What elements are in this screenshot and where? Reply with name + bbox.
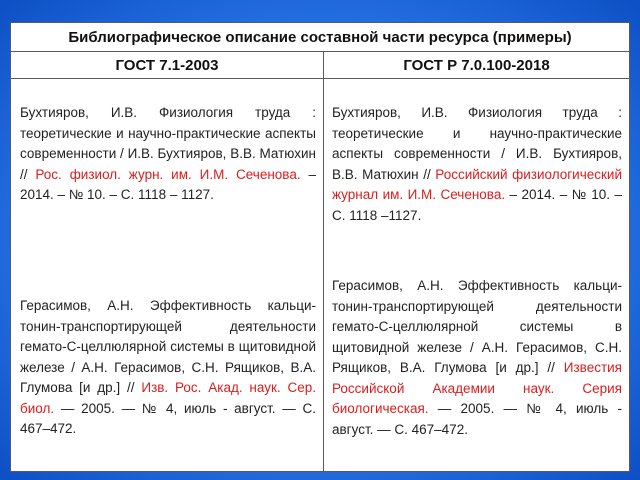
column-header-gost-2003: ГОСТ 7.1-2003	[11, 52, 323, 79]
entry-text: Герасимов, А.Н. Эффективность кальци-тонин-транспортирующей деятельности гемато-С-целлюлярной системы в щитовидной железе / А.Н. Герасимов, С.Н. Рящиков, В.А. Глумова [и др.] //	[20, 298, 316, 395]
source-title: Рос. физиол. журн. им. И.М. Сеченова.	[35, 166, 301, 182]
table-title: Библиографическое описание составной части ресурса (примеры)	[11, 23, 629, 52]
entry-left-1	[20, 103, 316, 206]
entry-text: — 2005. — № 4, июль - август. — С. 467–472.	[20, 400, 316, 436]
entry-left-2	[20, 296, 316, 440]
entry-text: – 2014. – № 10. – С. 1118 – 1127.	[20, 166, 316, 202]
source-title: Известия Российской Академии наук. Серия биологическая.	[332, 360, 622, 416]
entry-right-2	[332, 276, 622, 440]
entry-text: — 2005. — № 4, июль - август. — С. 467–472.	[332, 401, 622, 437]
source-title: Российский физиологический журнал им. И.М. Сеченова.	[332, 166, 622, 202]
source-title: Изв. Рос. Акад. наук. Сер. биол.	[20, 380, 316, 416]
entry-right-1	[332, 103, 622, 226]
column-header-gost-2018: ГОСТ Р 7.0.100-2018	[324, 52, 629, 79]
entry-text: – 2014. – № 10. – С. 1118 –1127.	[332, 187, 623, 223]
entry-text: Герасимов, А.Н. Эффективность кальци-тонин-транспортирующей деятельности гемато-С-целлюлярной системы в щитовидной железе / А.Н. Герасимов, С.Н. Рящиков, В.А. Глумова [и др.] //	[332, 278, 622, 375]
entry-text: Бухтияров, И.В. Физиология труда : теоретические и научно-практические аспекты современности / И.В. Бухтияров, В.В. Матюхин //	[332, 105, 622, 182]
column-divider	[323, 52, 324, 471]
entry-text: Бухтияров, И.В. Физиология труда : теоретические и научно-практические аспекты современности / И.В. Бухтияров, В.В. Матюхин //	[20, 105, 316, 182]
comparison-table	[10, 22, 630, 472]
